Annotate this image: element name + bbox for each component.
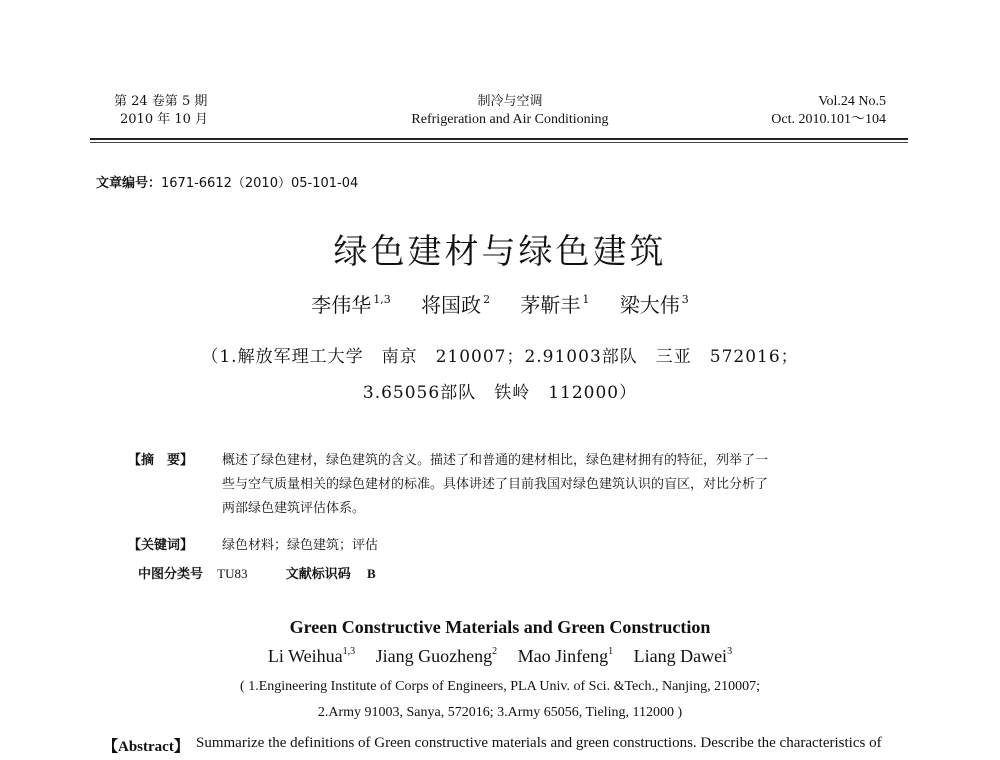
article-number-value: 1671-6612（2010）05-101-04: [161, 176, 359, 191]
author-cn: 李伟华 $^{1,3}$: [311, 293, 391, 317]
affiliation-cn-line-2: 3.65056部队 铁岭 112000）: [362, 383, 638, 403]
clc-value: TU83: [217, 566, 248, 581]
header-date-cn: 2010 年 10 月: [120, 112, 209, 127]
authors-en: [0, 646, 1000, 667]
header-rule-thin: [90, 142, 908, 143]
doc-code-value: B: [366, 566, 376, 581]
doc-code-label: 文献标识码: [285, 567, 351, 582]
abstract-cn-label: 【摘 要】: [128, 453, 194, 468]
classification-row: [138, 563, 376, 582]
header-volume-en: Vol.24 No.5: [818, 94, 886, 109]
header-rule-thick: [90, 138, 908, 140]
affiliation-en-line-1: ( 1.Engineering Institute of Corps of Engineers, PLA Univ. of Sci. &Tech., Nanjing, 210007;: [240, 679, 760, 694]
header-left: [114, 93, 208, 129]
authors-cn: [0, 289, 1000, 318]
clc-label: 中图分类号: [138, 567, 204, 582]
paper-title-en: Green Constructive Materials and Green Construction: [289, 617, 711, 637]
header-center: [360, 93, 660, 129]
author-cn: 梁大伟 $^3$: [619, 293, 689, 317]
abstract-cn-line: 两部绿色建筑评估体系。: [222, 501, 366, 516]
abstract-en-text: Summarize the definitions of Green constructive materials and green constructions. Describe the characteristics of: [196, 735, 882, 751]
paper-title-cn: 绿色建材与绿色建筑: [333, 232, 667, 272]
author-en: Liang Dawei$^3$: [633, 646, 733, 666]
keywords-cn-value: 绿色材料；绿色建筑；评估: [222, 538, 379, 553]
author-cn: 将国政 $^2$: [421, 293, 491, 317]
abstract-en-label: 【Abstract】: [103, 739, 189, 755]
article-number: [96, 172, 358, 191]
author-cn: 茅靳丰 $^1$: [520, 293, 590, 317]
author-en: Mao Jinfeng$^1$: [517, 646, 614, 666]
keywords-cn-label: 【关键词】: [128, 538, 194, 553]
header-journal-cn: 制冷与空调: [477, 94, 543, 109]
affiliation-en-line-2: 2.Army 91003, Sanya, 572016; 3.Army 65056, Tieling, 112000 ): [317, 705, 683, 720]
header-volume-cn: 第 24 卷第 5 期: [114, 94, 208, 109]
header-pages-en: Oct. 2010.101～104: [771, 112, 886, 127]
author-en: Li Weihua$^{1,3}$: [267, 646, 356, 666]
header-right: [690, 93, 886, 129]
abstract-cn-line: 些与空气质量相关的绿色建材的标准。具体讲述了目前我国对绿色建筑认识的盲区，对比分析了: [222, 477, 769, 492]
author-en: Jiang Guozheng$^2$: [375, 646, 498, 666]
article-number-label: 文章编号：: [96, 176, 162, 191]
affiliation-cn-line-1: （1.解放军理工大学 南京 210007；2.91003部队 三亚 572016；: [201, 347, 799, 367]
abstract-cn-text: [222, 449, 882, 521]
header-journal-en: Refrigeration and Air Conditioning: [411, 112, 609, 127]
abstract-cn-line: 概述了绿色建材，绿色建筑的含义。描述了和普通的建材相比，绿色建材拥有的特征，列举了一: [222, 453, 769, 468]
